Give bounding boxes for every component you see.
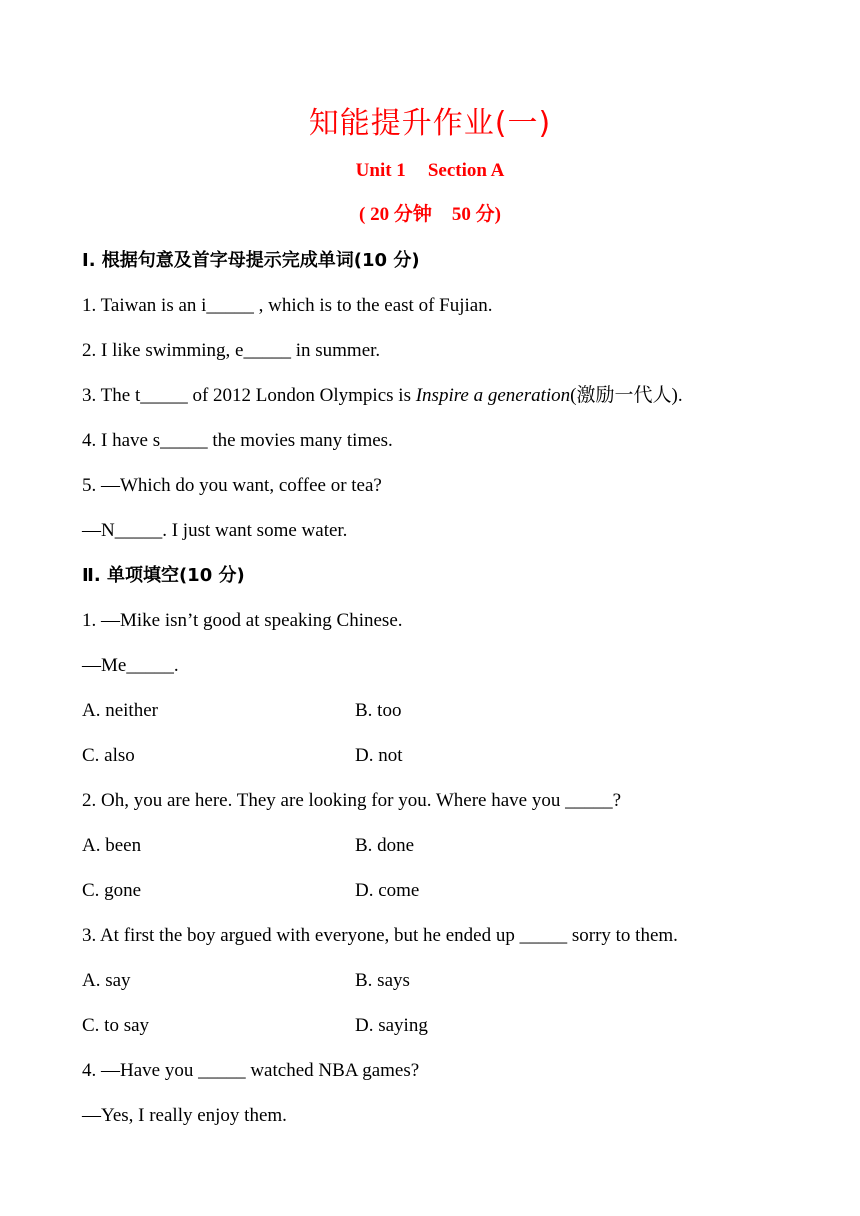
part2-q3-option-b: B. says xyxy=(355,970,410,991)
time-label: ( 20 分钟 xyxy=(359,204,432,225)
part1-heading: Ⅰ. 根据句意及首字母提示完成单词(10 分) xyxy=(82,250,420,271)
part2-question-3: 3. At first the boy argued with everyone, but he ended up _____ sorry to them. xyxy=(82,925,678,946)
part1-question-1: 1. Taiwan is an i_____ , which is to the east of Fujian. xyxy=(82,295,493,316)
part1-question-3 xyxy=(82,383,683,409)
part2-question-4-answer: —Yes, I really enjoy them. xyxy=(82,1105,287,1126)
part2-question-1: 1. —Mike isn’t good at speaking Chinese. xyxy=(82,610,403,631)
unit-label: Unit 1 xyxy=(355,160,406,181)
part2-q3-option-c: C. to say xyxy=(82,1015,150,1036)
part2-q1-option-a: A. neither xyxy=(82,700,158,721)
part1-question-4: 4. I have s_____ the movies many times. xyxy=(82,430,393,451)
part2-question-2: 2. Oh, you are here. They are looking for you. Where have you _____? xyxy=(82,790,622,811)
page-title: 知能提升作业(一) xyxy=(308,106,552,141)
part1-question-5: 5. —Which do you want, coffee or tea? xyxy=(82,475,382,496)
part2-q1-option-d: D. not xyxy=(355,745,403,766)
unit-section-subtitle xyxy=(0,158,860,184)
part2-q1-option-c: C. also xyxy=(82,745,135,766)
part2-q3-option-a: A. say xyxy=(82,970,131,991)
section-label: Section A xyxy=(427,160,505,181)
part1-question-2: 2. I like swimming, e_____ in summer. xyxy=(82,340,381,361)
part1-question-3-italic: Inspire a generation xyxy=(415,385,571,406)
part2-q3-option-d: D. saying xyxy=(355,1015,428,1036)
part2-q1-option-b: B. too xyxy=(355,700,402,721)
time-score-line xyxy=(0,202,860,228)
part2-question-1-answer: —Me_____. xyxy=(82,655,179,676)
part1-question-3-pre: 3. The t_____ of 2012 London Olympics is xyxy=(82,385,416,406)
part2-q2-option-b: B. done xyxy=(355,835,415,856)
score-label: 50 分) xyxy=(451,204,501,225)
part2-q2-option-a: A. been xyxy=(82,835,142,856)
part1-question-3-post: (激励一代人). xyxy=(570,385,683,406)
part2-heading: Ⅱ. 单项填空(10 分) xyxy=(82,565,245,586)
part2-q2-option-d: D. come xyxy=(355,880,420,901)
part1-question-5-answer: —N_____. I just want some water. xyxy=(82,520,348,541)
part2-question-4: 4. —Have you _____ watched NBA games? xyxy=(82,1060,420,1081)
part2-q2-option-c: C. gone xyxy=(82,880,142,901)
